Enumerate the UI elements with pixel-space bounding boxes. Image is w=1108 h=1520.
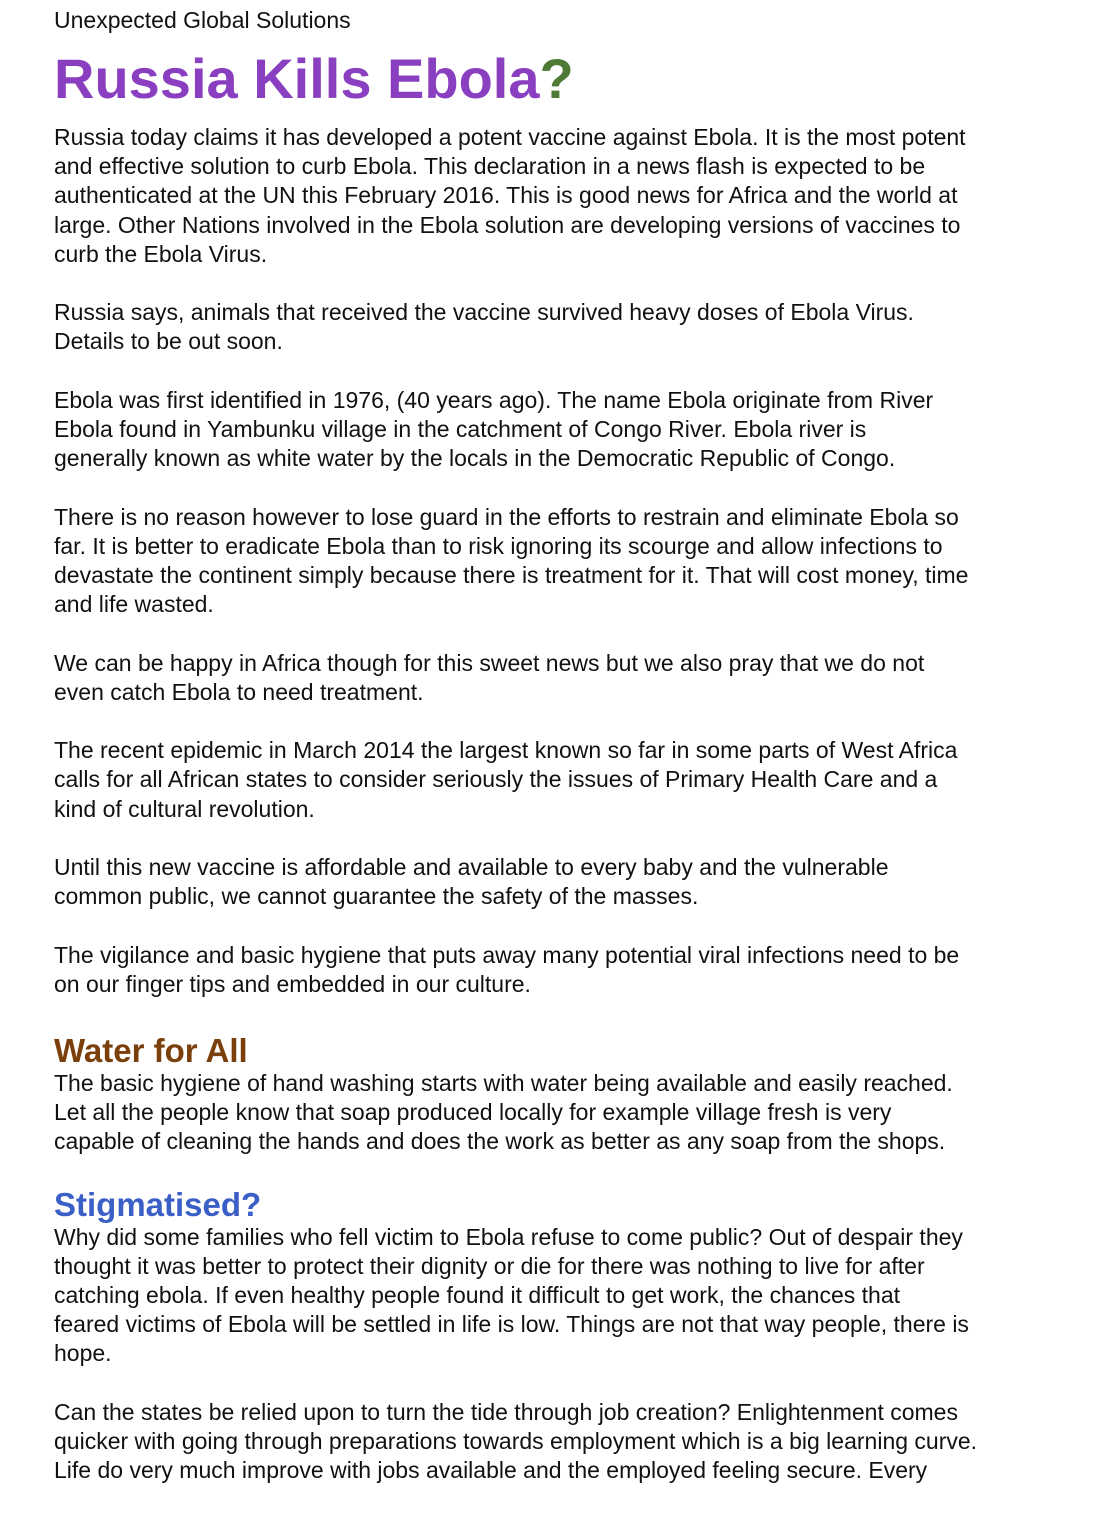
- section-stigmatised-body: [54, 1223, 1057, 1486]
- paragraph-5: We can be happy in Africa though for this sweet news but we also pray that we do not even catch Ebola to need treatment.: [54, 649, 925, 705]
- document-page: [54, 0, 1057, 1485]
- paragraph-1: Russia today claims it has developed a potent vaccine against Ebola. It is the most potent and effective solution to curb Ebola. This declaration in a news flash is expected to be authenticated at the UN this February 2016. This is good news for Africa and the world at large. Other Nations involved in the Ebola solution are developing versions of vaccines to curb the Ebola Virus.: [54, 124, 966, 267]
- title-question-mark: ?: [539, 47, 574, 110]
- paragraph-2: Russia says, animals that received the vaccine survived heavy doses of Ebola Virus. Details to be out soon.: [54, 299, 914, 355]
- section-water-body: [54, 1069, 1057, 1157]
- article-title: [54, 49, 1057, 109]
- paragraph: The basic hygiene of hand washing starts with water being available and easily reached. Let all the people know that soap produced locally for example village fresh is very capable of cleaning the hands and does the work as better as any soap from the shops.: [54, 1069, 953, 1155]
- paragraph-7: Until this new vaccine is affordable and available to every baby and the vulnerable common public, we cannot guarantee the safety of the masses.: [54, 853, 889, 910]
- paragraph-8: The vigilance and basic hygiene that puts away many potential viral infections need to be on our finger tips and embedded in our culture.: [54, 941, 960, 997]
- paragraph-6: The recent epidemic in March 2014 the largest known so far in some parts of West Africa calls for all African states to consider seriously the issues of Primary Health Care and a kind of cultural revolution.: [54, 737, 958, 822]
- section-heading-stigmatised: Stigmatised?: [54, 1185, 262, 1223]
- paragraph-3: Ebola was first identified in 1976, (40 years ago). The name Ebola originate from River Ebola found in Yambunku village in the catchment of Congo River. Ebola river is generally known as white water by the locals in the Democratic Republic of Congo.: [54, 386, 934, 472]
- section-heading-water-for-all: Water for All: [54, 1031, 248, 1069]
- paragraph-4: There is no reason however to lose guard in the efforts to restrain and eliminate Ebola so far. It is better to eradicate Ebola than to risk ignoring its scourge and allow infections to devastate the continent simply because there is treatment for it. That will cost money, time and life wasted.: [54, 503, 969, 618]
- paragraph: Why did some families who fell victim to Ebola refuse to come public? Out of despair they thought it was better to protect their dignity or die for there was nothing to live for after catching ebola. If even healthy people found it difficult to get work, the chances that feared victims of Ebola will be settled in life is low. Things are not that way people, there is hope.: [54, 1223, 969, 1367]
- paragraph: Can the states be relied upon to turn the tide through job creation? Enlightenment comes quicker with going through preparations towards employment which is a big learning curve. Life do very much improve with jobs available and the employed feeling secure. Every: [54, 1398, 978, 1484]
- article-body: [54, 123, 1057, 999]
- title-text: Russia Kills Ebola: [54, 47, 540, 110]
- series-label: Unexpected Global Solutions: [54, 7, 351, 33]
